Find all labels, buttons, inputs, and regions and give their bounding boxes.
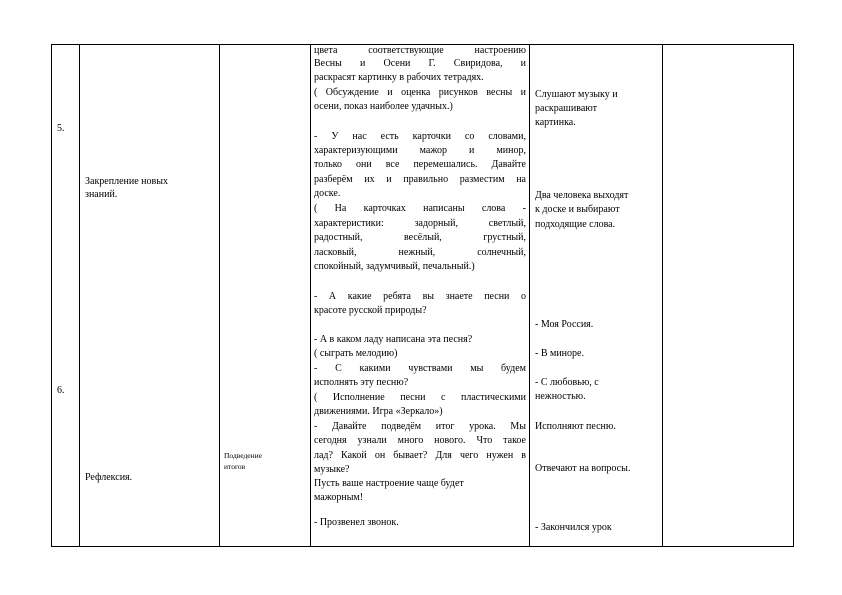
stage-6: Рефлексия. — [85, 472, 133, 483]
teacher-line: лад? Какой он бывает? Для чего нужен в — [314, 450, 526, 461]
row-number-6: 6. — [57, 385, 65, 396]
teacher-line: ( На карточках написаны слова - — [314, 203, 526, 214]
student-line: картинка. — [535, 117, 576, 128]
teacher-line: осени, показ наиболее удачных.) — [314, 101, 453, 112]
row-number-5: 5. — [57, 123, 65, 134]
teacher-line: ( Исполнение песни с пластическими — [314, 392, 526, 403]
teacher-line: исполнять эту песню? — [314, 377, 409, 388]
student-line: раскрашивают — [535, 103, 597, 114]
student-line: нежностью. — [535, 391, 586, 402]
teacher-line: - Давайте подведём итог урока. Мы — [314, 421, 526, 432]
student-line: Слушают музыку и — [535, 89, 618, 100]
teacher-line: - Прозвенел звонок. — [314, 517, 399, 528]
teacher-line: - С какими чувствами мы будем — [314, 363, 526, 374]
teacher-line: музыке? — [314, 464, 350, 475]
student-line: - Закончился урок — [535, 522, 612, 533]
student-line: Два человека выходят — [535, 190, 629, 201]
student-line: - С любовью, с — [535, 377, 599, 388]
teacher-line: характеристики: задорный, светлый, — [314, 218, 526, 229]
student-line: Исполняют песню. — [535, 421, 616, 432]
teacher-line: характеризующими мажор и минор, — [314, 145, 526, 156]
teacher-line: цвета соответствующие настроению — [314, 45, 526, 56]
column-divider — [529, 45, 530, 546]
teacher-line: Весны и Осени Г. Свиридова, и — [314, 58, 526, 69]
teacher-line: только они все перемешались. Давайте — [314, 159, 526, 170]
teacher-line: красоте русской природы? — [314, 305, 427, 316]
column-divider — [662, 45, 663, 546]
teacher-line: радостный, весёлый, грустный, — [314, 232, 526, 243]
student-line: к доске и выбирают — [535, 204, 620, 215]
teacher-line: - А какие ребята вы знаете песни о — [314, 291, 526, 302]
student-line: - Моя Россия. — [535, 319, 594, 330]
teacher-line: ( Обсуждение и оценка рисунков весны и — [314, 87, 526, 98]
teacher-line: доске. — [314, 188, 341, 199]
teacher-line: раскрасят картинку в рабочих тетрадях. — [314, 72, 484, 83]
teacher-line: сегодня узнали много нового. Что такое — [314, 435, 526, 446]
student-line: - В миноре. — [535, 348, 584, 359]
teacher-line: ( сыграть мелодию) — [314, 348, 398, 359]
stage-5-line-1: Закрепление новых — [85, 176, 168, 187]
column-divider — [310, 45, 311, 546]
column-divider — [219, 45, 220, 546]
stage-5-line-2: знаний. — [85, 189, 118, 200]
teacher-line: Пусть ваше настроение чаще будет — [314, 478, 464, 489]
teacher-line: разберём их и правильно разместим на — [314, 174, 526, 185]
column-divider — [79, 45, 80, 546]
col3-stage6-line-1: Подведение — [224, 451, 262, 460]
student-line: подходящие слова. — [535, 219, 616, 230]
teacher-line: спокойный, задумчивый, печальный.) — [314, 261, 475, 272]
col3-stage6-line-2: итогов — [224, 462, 246, 471]
teacher-line: - У нас есть карточки со словами, — [314, 131, 526, 142]
teacher-line: ласковый, нежный, солнечный, — [314, 247, 526, 258]
teacher-line: мажорным! — [314, 492, 364, 503]
student-line: Отвечают на вопросы. — [535, 463, 631, 474]
teacher-line: движениями. Игра «Зеркало») — [314, 406, 443, 417]
teacher-line: - А в каком ладу написана эта песня? — [314, 334, 473, 345]
